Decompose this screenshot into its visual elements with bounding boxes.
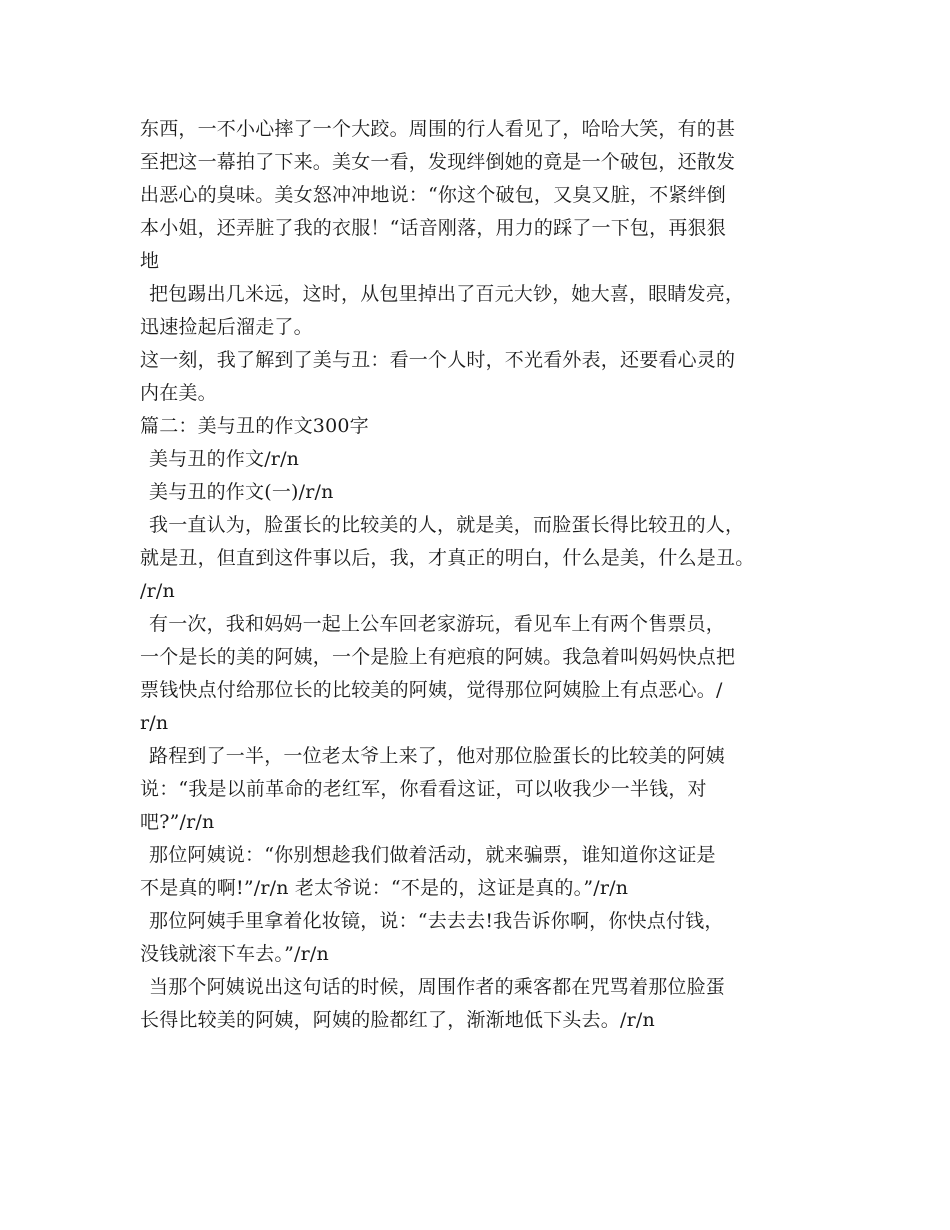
text-line: 说：“我是以前革命的老红军，你看看这证，可以收我少一半钱，对 [140,778,707,800]
text-line: 路程到了一半，一位老太爷上来了，他对那位脸蛋长的比较美的阿姨 [149,745,726,767]
text-line: 那位阿姨手里拿着化妆镜，说：“去去去!我告诉你啊，你快点付钱， [149,910,724,932]
text-line: 就是丑，但直到这件事以后，我，才真正的明白，什么是美，什么是丑。 [140,547,755,569]
text-line: 票钱快点付给那位长的比较美的阿姨，觉得那位阿姨脸上有点恶心。/ [140,679,723,701]
text-line: 没钱就滚下车去。”/r/n [140,943,329,965]
text-line: 把包踢出几米远，这时，从包里掉出了百元大钞，她大喜，眼睛发亮， [149,283,745,305]
text-line: 长得比较美的阿姨，阿姨的脸都红了，渐渐地低下头去。/r/n [140,1009,655,1031]
text-line: 我一直认为，脸蛋长的比较美的人，就是美，而脸蛋长得比较丑的人， [149,514,745,536]
essay-title: 美与丑的作文/r/n [149,448,300,470]
text-line: 至把这一幕拍了下来。美女一看，发现绊倒她的竟是一个破包，还散发 [140,151,736,173]
text-line: 内在美。 [140,382,217,404]
text-line: 那位阿姨说：“你别想趁我们做着活动，就来骗票，谁知道你这证是 [149,844,716,866]
text-line: 这一刻，我了解到了美与丑：看一个人时，不光看外表，还要看心灵的 [140,349,736,371]
text-line: 当那个阿姨说出这句话的时候，周围作者的乘客都在咒骂着那位脸蛋 [149,976,726,998]
text-line: 地 [140,250,160,272]
text-line: r/n [140,712,169,734]
text-line: 本小姐，还弄脏了我的衣服！“话音刚落，用力的踩了一下包，再狠狠 [140,217,726,239]
text-line: /r/n [140,580,175,602]
essay-subtitle: 美与丑的作文(一)/r/n [149,481,334,503]
text-line: 吧?”/r/n [140,811,215,833]
text-line: 迅速捡起后溜走了。 [140,316,313,338]
text-line: 一个是长的美的阿姨，一个是脸上有疤痕的阿姨。我急着叫妈妈快点把 [140,646,736,668]
text-line: 不是真的啊!”/r/n 老太爷说：“不是的，这证是真的。”/r/n [140,877,629,899]
section-heading: 篇二：美与丑的作文300字 [140,415,369,437]
document-page [140,113,830,1037]
text-line: 出恶心的臭味。美女怒冲冲地说：“你这个破包，又臭又脏，不紧绊倒 [140,184,726,206]
text-line: 东西，一不小心摔了一个大跤。周围的行人看见了，哈哈大笑，有的甚 [140,118,736,140]
text-line: 有一次，我和妈妈一起上公车回老家游玩，看见车上有两个售票员， [149,613,726,635]
